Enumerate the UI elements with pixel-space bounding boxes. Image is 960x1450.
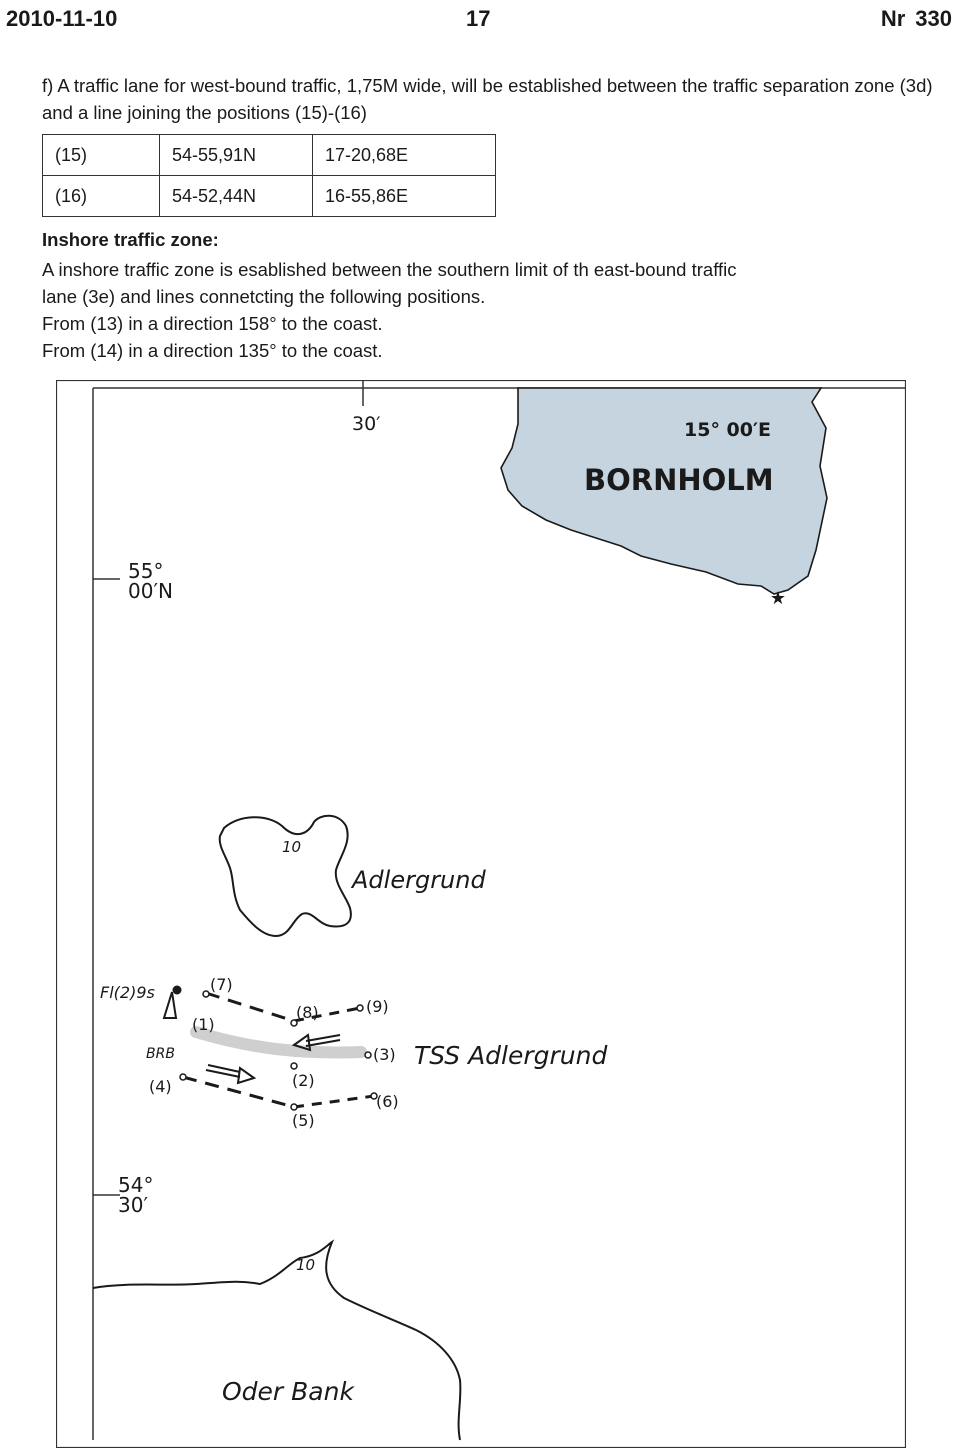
inshore-line: A inshore traffic zone is esablished between the southern limit of th east-bound traffic bbox=[42, 259, 737, 280]
position-id: (16) bbox=[43, 176, 160, 217]
depth-contour-label: 10 bbox=[282, 838, 302, 856]
point-7-label: (7) bbox=[210, 975, 233, 994]
point-5-label: (5) bbox=[292, 1111, 315, 1130]
position-lat: 54-55,91N bbox=[160, 135, 313, 176]
inshore-line: From (14) in a direction 135° to the coast. bbox=[42, 340, 383, 361]
page-header bbox=[0, 6, 960, 36]
lat-55-min-label: 00′N bbox=[128, 579, 173, 603]
tss-label: TSS Adlergrund bbox=[414, 1041, 608, 1070]
point-1-label: (1) bbox=[192, 1015, 215, 1034]
star-icon: ★ bbox=[769, 588, 787, 609]
light-characteristic-label: Fl(2)9s bbox=[100, 983, 155, 1002]
header-issue-label: Nr bbox=[880, 6, 906, 31]
header-issue bbox=[881, 6, 952, 32]
lon-30-label: 30′ bbox=[352, 413, 381, 435]
position-lat: 54-52,44N bbox=[160, 176, 313, 217]
point-6-label: (6) bbox=[376, 1092, 399, 1111]
bornholm-label: BORNHOLM bbox=[584, 463, 774, 497]
adlergrund-label: Adlergrund bbox=[352, 866, 486, 894]
lon-15-label: 15° 00′E bbox=[684, 419, 771, 441]
point-4-label: (4) bbox=[149, 1077, 172, 1096]
inshore-heading: Inshore traffic zone: bbox=[42, 229, 219, 250]
position-lon: 16-55,86E bbox=[313, 176, 496, 217]
header-date: 2010-11-10 bbox=[6, 6, 118, 31]
point-2-label: (2) bbox=[292, 1071, 315, 1090]
inshore-text bbox=[42, 256, 954, 364]
table-row bbox=[43, 176, 496, 217]
point-7-marker bbox=[203, 991, 209, 997]
point-2-marker bbox=[291, 1063, 297, 1069]
lat-55-deg-label: 55° bbox=[128, 559, 164, 583]
section-f-text: f) A traffic lane for west-bound traffic, 1,75M wide, will be established between the traffic separation zone (3d) and a line joining the positions (15)-(16) bbox=[42, 75, 933, 123]
chart-svg bbox=[56, 380, 906, 1448]
position-lon: 17-20,68E bbox=[313, 135, 496, 176]
point-9-marker bbox=[357, 1005, 363, 1011]
light-position-dot bbox=[173, 986, 182, 995]
point-3-marker bbox=[365, 1052, 371, 1058]
point-9-label: (9) bbox=[366, 997, 389, 1016]
header-page-number: 17 bbox=[466, 6, 491, 31]
point-3-label: (3) bbox=[373, 1045, 396, 1064]
oder-bank-label: Oder Bank bbox=[222, 1377, 354, 1406]
header-issue-number: 330 bbox=[915, 6, 952, 31]
inshore-line: From (13) in a direction 158° to the coast. bbox=[42, 313, 383, 334]
inshore-line: lane (3e) and lines connetcting the following positions. bbox=[42, 286, 486, 307]
table-row bbox=[43, 135, 496, 176]
point-5-marker bbox=[291, 1104, 297, 1110]
positions-table bbox=[42, 134, 496, 217]
point-8-label: (8) bbox=[296, 1003, 319, 1022]
nautical-chart bbox=[56, 380, 906, 1448]
brb-label: BRB bbox=[146, 1046, 175, 1062]
point-4-marker bbox=[180, 1074, 186, 1080]
lat-54-min-label: 30′ bbox=[118, 1193, 148, 1217]
lat-54-deg-label: 54° bbox=[118, 1173, 154, 1197]
position-id: (15) bbox=[43, 135, 160, 176]
depth-contour-label: 10 bbox=[296, 1256, 316, 1274]
